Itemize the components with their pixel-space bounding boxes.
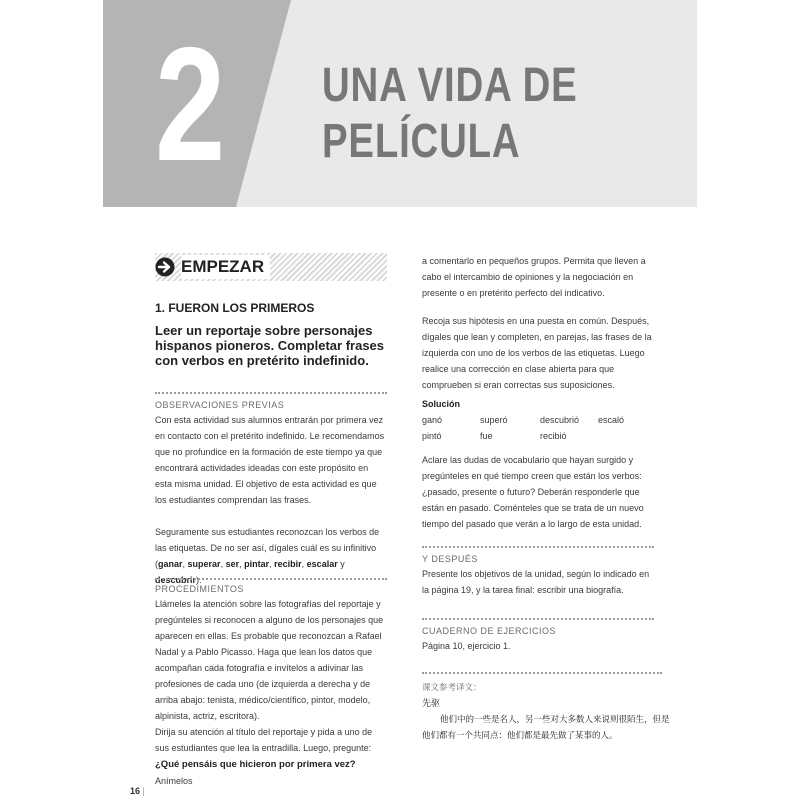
- procedimientos-paragraph-1: Llámeles la atención sobre las fotografías del reportaje y pregúnteles si reconocen a alguno de los personajes que aparecen en ellas. Es probable que reconozcan a Rafael Nadal y a Pablo Picasso. Haga que lean los datos que acompañan cada fotografía e invítelos a adivinar las profesiones de cada uno (de izquierda a derecha y de arriba abajo: tenista, médico/científico, pintor, modelo, alpinista, actriz, escritora).: [155, 599, 384, 721]
- divider: [155, 578, 387, 580]
- solucion-word: ganó: [422, 415, 443, 425]
- chapter-title-line-1: UNA VIDA DE: [322, 59, 578, 112]
- separator: ,: [301, 559, 307, 569]
- separator: y: [337, 559, 345, 569]
- chapter-number: 2: [155, 14, 226, 195]
- divider: [422, 618, 654, 620]
- arrow-right-circle-icon: [155, 257, 175, 277]
- observaciones-paragraph-1: Con esta actividad sus alumnos entrarán por primera vez en contacto con el pretérito indefinido. Le recomendamos que no profundice en la formación de este tiempo ya que encontrará actividades ideadas con este propósito en esta misma unidad. El objetivo de esta actividad es que los estudiantes comprendan las frases.: [155, 415, 385, 505]
- translation-line-1: 他们中的一些是名人，另一些对大多数人来说则很陌生，但是: [440, 715, 670, 725]
- solucion-word: pintó: [422, 431, 442, 441]
- solucion-word: escaló: [598, 415, 625, 425]
- procedimientos-text: [155, 596, 387, 789]
- right-column-text: [422, 253, 654, 393]
- observaciones-intro: Seguramente sus estudiantes reconozcan los verbos de las etiquetas. De no ser así, dígales cuál es su infinitivo (: [155, 527, 380, 569]
- verb: ganar: [158, 559, 183, 569]
- solucion-label: Solución: [422, 399, 460, 409]
- procedimientos-label: PROCEDIMIENTOS: [155, 584, 244, 594]
- right-paragraph-3-block: [422, 452, 654, 532]
- exercise-subtitle: Leer un reportaje sobre personajes hispanos pioneros. Completar frases con verbos en pretérito indefinido.: [155, 323, 385, 368]
- section-label: EMPEZAR: [181, 255, 270, 279]
- verb: ser: [225, 559, 240, 569]
- right-paragraph-2: Recoja sus hipótesis en una puesta en común. Después, dígales que lean y completen, en parejas, las frases de la izquierda con uno de los verbos de las etiquetas. Luego realice una corrección en clase abierta para que comprueben si eran correctas sus suposiciones.: [422, 316, 652, 390]
- observaciones-label: OBSERVACIONES PREVIAS: [155, 400, 285, 410]
- solucion-grid: [422, 412, 654, 444]
- page-number: [130, 786, 145, 796]
- procedimientos-intro: Dirija su atención al título del reportaje y pida a uno de sus estudiantes que lea la entradilla. Luego, pregunte:: [155, 727, 373, 753]
- page-number-divider: |: [140, 786, 145, 796]
- observaciones-text: [155, 412, 387, 588]
- separator: ,: [182, 559, 188, 569]
- translation-text: [422, 680, 670, 744]
- page-number-value: 16: [130, 786, 141, 796]
- divider: [422, 672, 662, 674]
- separator: ,: [220, 559, 226, 569]
- procedimientos-paragraph-2: [155, 724, 387, 789]
- right-paragraph-1: a comentarlo en pequeños grupos. Permita que lleven a cabo el intercambio de opiniones y la negociación en presente o en pretérito perfecto del indicativo.: [422, 256, 646, 298]
- translation-label: 课文参考译文：: [422, 683, 482, 693]
- solucion-word: descubrió: [540, 415, 580, 425]
- right-paragraph-3: Aclare las dudas de vocabulario que hayan surgido y pregúnteles en qué tiempo creen que están los verbos: ¿pasado, presente o futuro? Deberán responderle que están en pasado. Coménteles que se trata de un nuevo tiempo del pasado que verán a lo largo de esta unidad.: [422, 455, 644, 529]
- verb: pintar: [244, 559, 270, 569]
- solucion-word: superó: [480, 415, 508, 425]
- procedimientos-after: Anímelos: [155, 776, 193, 786]
- translation-block: [422, 672, 670, 744]
- separator: ).: [196, 575, 202, 585]
- despues-block: [422, 546, 654, 598]
- verb: descubrir: [155, 575, 197, 585]
- procedimientos-question: ¿Qué pensáis que hicieron por primera vez?: [155, 759, 356, 770]
- solucion-word: fue: [480, 431, 493, 441]
- verb: superar: [187, 559, 221, 569]
- chapter-title: [322, 58, 578, 170]
- translation-line-2: 他们都有一个共同点：他们都是最先做了某事的人。: [422, 731, 618, 741]
- exercise-title: 1. FUERON LOS PRIMEROS: [155, 301, 315, 315]
- verb: recibir: [274, 559, 302, 569]
- divider: [422, 546, 654, 548]
- cuaderno-label: CUADERNO DE EJERCICIOS: [422, 626, 557, 636]
- cuaderno-text: Página 10, ejercicio 1.: [422, 641, 511, 651]
- verb: escalar: [306, 559, 338, 569]
- divider: [155, 392, 387, 394]
- observaciones-block: [155, 392, 387, 588]
- separator: ,: [239, 559, 245, 569]
- procedimientos-block: [155, 578, 387, 789]
- cuaderno-block: [422, 618, 654, 654]
- chapter-title-line-2: PELÍCULA: [322, 115, 521, 168]
- solucion-block: [422, 396, 654, 444]
- translation-heading: 先驱: [422, 699, 441, 709]
- despues-text: Presente los objetivos de la unidad, según lo indicado en la página 19, y la tarea final: escribir una biografía.: [422, 569, 650, 595]
- despues-label: Y DESPUÉS: [422, 554, 478, 564]
- separator: ,: [269, 559, 275, 569]
- solucion-word: recibió: [540, 431, 567, 441]
